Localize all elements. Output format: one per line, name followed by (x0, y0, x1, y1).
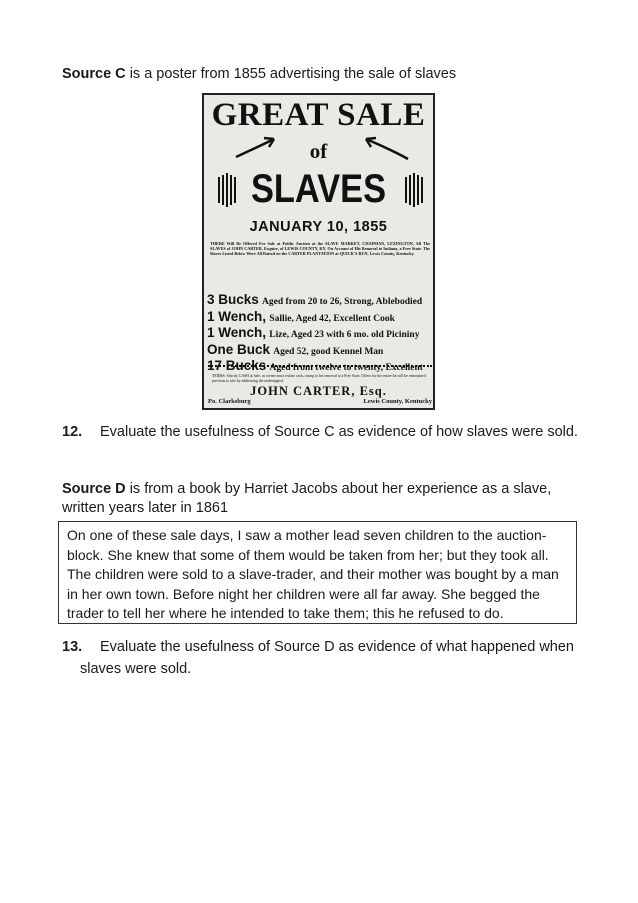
source-d-label: Source D (62, 481, 126, 497)
source-c-description: is a poster from 1855 advertising the sale of slaves (125, 66, 457, 82)
poster-lot: 1 Wench, Sallie, Aged 42, Excellent Cook (207, 308, 395, 324)
question-13 (62, 639, 574, 655)
poster-headline: GREAT SALE (211, 97, 426, 133)
poster-lot: 3 Bucks Aged from 20 to 26, Strong, Ablebodied (207, 292, 423, 307)
poster-slaves-title: SLAVES (250, 167, 387, 211)
poster-fine-print: THERE Will Be Offered For Sale at Public Auction at the SLAVE MARKET, CHAPMAN, LEXINGTON, All The SLAVES of JOHN CARTER, Esquire, of LEWIS COUNTY, KY. On Account of His Removal to Indiana, a Free State. The Slaves Listed Below Were All Raised on the CARTER PLANTATION at QUICK'S RUN, Lewis County, Kentucky. (210, 241, 430, 257)
source-d-quote-box (58, 521, 577, 624)
slave-sale-poster (202, 93, 435, 410)
poster-location: Po. Clarksburg Lewis County, Kentucky (208, 398, 432, 405)
quote-line: trader to tell her where he intended to take them; this he refused to do. (67, 605, 504, 621)
question-12 (62, 424, 578, 440)
question-13-number: 13. (62, 639, 83, 655)
poster-terms: TERMS: Strictly CASH at Sale, as owner must realize cash, owing to his removal to a Free State. Offers for the entire lot will be entertained previous to sale by addressing the undersigned. (212, 374, 426, 383)
poster-of: of (309, 139, 328, 163)
source-d-description: is from a book by Harriet Jacobs about her experience as a slave, (125, 481, 552, 497)
poster-date: JANUARY 10, 1855 (249, 219, 388, 235)
source-d-date-line: written years later in 1861 (62, 500, 229, 516)
poster-lot: 17 Bucks Aged from twelve to twenty, Excellent (207, 358, 423, 373)
poster-lot: 1 Wench, Lize, Aged 23 with 6 mo. old Picininy (207, 325, 420, 340)
poster-divider (208, 365, 432, 367)
poster-lot-list (207, 293, 435, 376)
source-d-intro (62, 481, 551, 497)
quote-line: The children were sold to a slave-trader, and their mother was bought by a man (67, 566, 559, 582)
quote-line: in her own town. Before night her children were all far away. She begged the (67, 585, 540, 602)
poster-lot: One Buck Aged 52, good Kennel Man (207, 341, 384, 357)
quote-line: block. She knew that some of them would be taken from her; but they took all. (67, 546, 549, 563)
question-12-text: Evaluate the usefulness of Source C as evidence of how slaves were sold. (100, 424, 578, 440)
question-13-text: Evaluate the usefulness of Source D as evidence of what happened when (100, 639, 574, 655)
question-13-continuation: slaves were sold. (80, 661, 192, 677)
source-c-label: Source C (62, 66, 126, 82)
source-c-intro (62, 66, 456, 82)
poster-seller: JOHN CARTER, Esq. (250, 384, 387, 398)
quote-line: On one of these sale days, I saw a mother lead seven children to the auction- (67, 527, 547, 543)
question-12-number: 12. (62, 424, 83, 440)
